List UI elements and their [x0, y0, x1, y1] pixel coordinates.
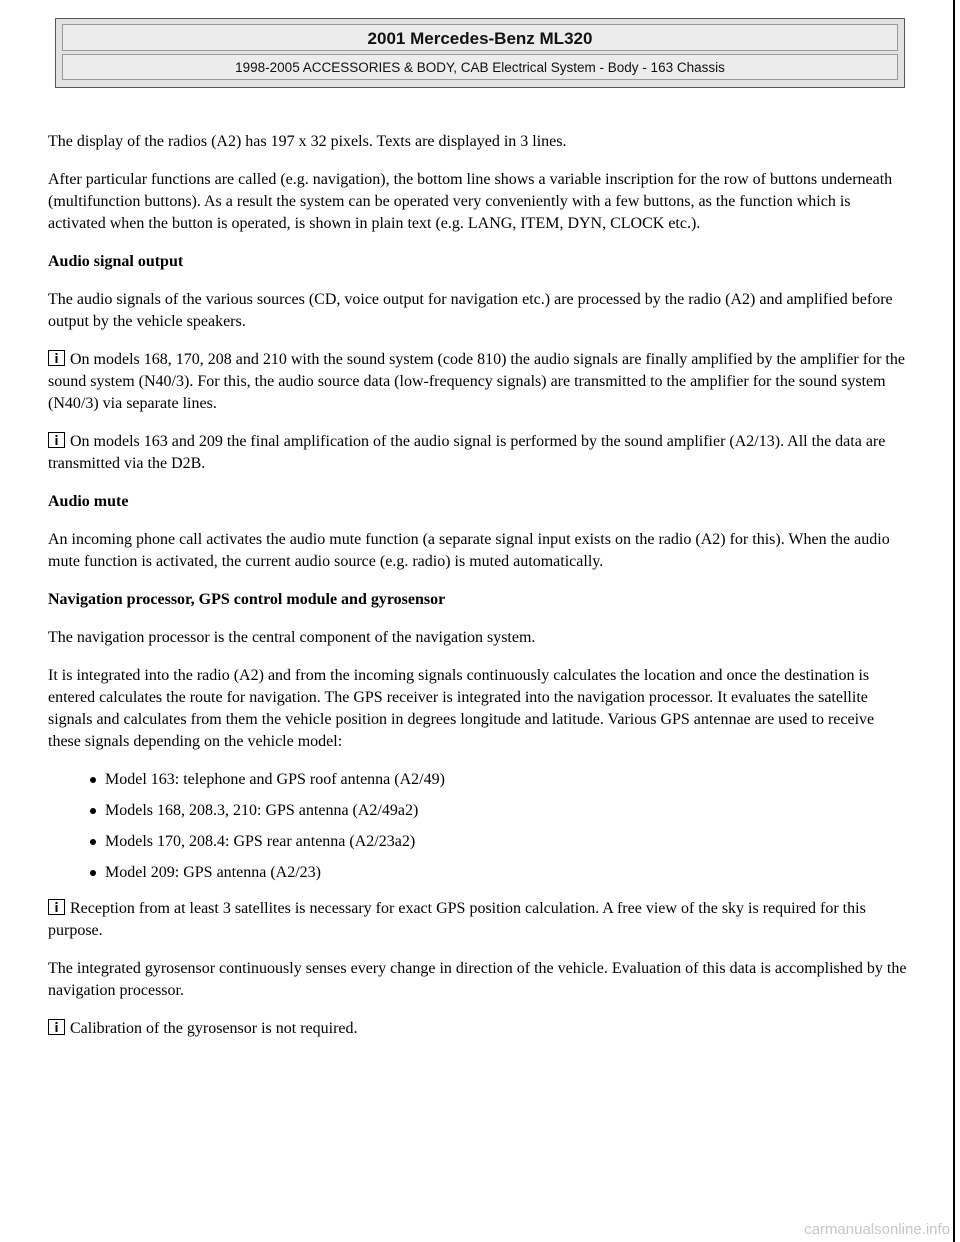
document-header — [55, 18, 905, 88]
paragraph-audio-mute: An incoming phone call activates the audio mute function (a separate signal input exists on the radio (A2) for this). When the audio mute function is activated, the current audio source (e.g. radio) is muted automatically. — [48, 531, 890, 570]
heading-navigation-processor: Navigation processor, GPS control module and gyrosensor — [48, 591, 446, 608]
list-item: Models 168, 208.3, 210: GPS antenna (A2/49a2) — [90, 800, 910, 822]
heading-audio-mute: Audio mute — [48, 493, 129, 510]
paragraph-gps-receiver: It is integrated into the radio (A2) and from the incoming signals continuously calculates the location and once the destination is entered calculates the route for navigation. The GPS receiver is integrated into the navigation processor. It evaluates the satellite signals and calculates from them the vehicle position in degrees longitude and latitude. Various GPS antennae are used to receive these signals depending on the vehicle model: — [48, 667, 875, 750]
note-icon — [48, 899, 65, 915]
note-icon — [48, 1019, 65, 1035]
heading-audio-signal-output: Audio signal output — [48, 253, 184, 270]
list-item: Models 170, 208.4: GPS rear antenna (A2/23a2) — [90, 831, 910, 853]
note-icon — [48, 432, 65, 448]
document-body — [48, 131, 910, 1056]
note-text: Calibration of the gyrosensor is not required. — [70, 1020, 358, 1037]
paragraph-navigation-central: The navigation processor is the central component of the navigation system. — [48, 629, 536, 646]
note-text: On models 163 and 209 the final amplification of the audio signal is performed by the sound amplifier (A2/13). All the data are transmitted via the D2B. — [48, 433, 886, 472]
note-text: Reception from at least 3 satellites is necessary for exact GPS position calculation. A free view of the sky is required for this purpose. — [48, 900, 866, 939]
watermark: carmanualsonline.info — [804, 1221, 950, 1238]
document-title: 2001 Mercedes-Benz ML320 — [62, 24, 898, 51]
note-sound-amplifier — [48, 431, 910, 475]
note-text: On models 168, 170, 208 and 210 with the sound system (code 810) the audio signals are finally amplified by the amplifier for the sound system (N40/3). For this, the audio source data (low-frequency signals) are transmitted to the amplifier for the sound system (N40/3) via separate lines. — [48, 351, 905, 412]
paragraph-display: The display of the radios (A2) has 197 x 32 pixels. Texts are displayed in 3 lines. — [48, 133, 567, 150]
note-calibration — [48, 1018, 910, 1040]
note-sound-system — [48, 349, 910, 415]
list-item: Model 209: GPS antenna (A2/23) — [90, 862, 910, 884]
note-satellites — [48, 898, 910, 942]
note-icon — [48, 350, 65, 366]
antenna-list — [48, 769, 910, 884]
paragraph-multifunction-buttons: After particular functions are called (e.g. navigation), the bottom line shows a variable inscription for the row of buttons underneath (multifunction buttons). As a result the system can be operated very conveniently with a few buttons, as the function which is activated when the button is operated, is shown in plain text (e.g. LANG, ITEM, DYN, CLOCK etc.). — [48, 171, 893, 232]
list-item: Model 163: telephone and GPS roof antenna (A2/49) — [90, 769, 910, 791]
document-subtitle: 1998-2005 ACCESSORIES & BODY, CAB Electrical System - Body - 163 Chassis — [62, 54, 898, 80]
paragraph-gyrosensor: The integrated gyrosensor continuously senses every change in direction of the vehicle. Evaluation of this data is accomplished by the navigation processor. — [48, 960, 907, 999]
paragraph-audio-signals: The audio signals of the various sources (CD, voice output for navigation etc.) are processed by the radio (A2) and amplified before output by the vehicle speakers. — [48, 291, 893, 330]
